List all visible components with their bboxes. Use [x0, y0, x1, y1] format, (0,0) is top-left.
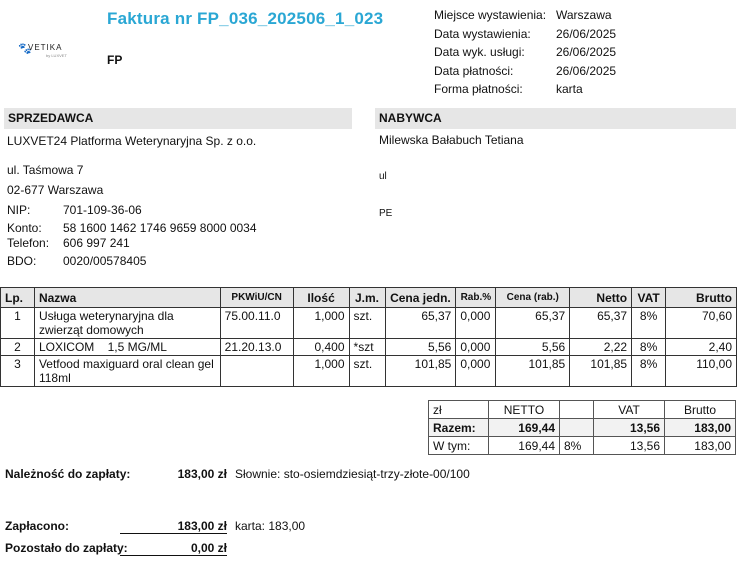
- cell-pkwiu: 75.00.11.0: [220, 308, 293, 339]
- items-table: [0, 287, 737, 387]
- summary-header-row: [429, 401, 736, 419]
- meta-value: karta: [556, 82, 583, 96]
- meta-row: [434, 27, 616, 46]
- cell-lp: 3: [1, 356, 35, 387]
- remaining-value: 0,00 zł: [120, 541, 227, 556]
- meta-value: 26/06/2025: [556, 63, 617, 78]
- seller-bdo-label: BDO:: [7, 254, 37, 268]
- summary-empty-cell: [560, 401, 594, 419]
- col-header-rabat: Rab.%: [456, 288, 496, 308]
- paid-note: karta: 183,00: [235, 519, 306, 533]
- cell-nazwa: LOXICOM 1,5 MG/ML: [34, 339, 220, 356]
- seller-nip-label: NIP:: [7, 203, 31, 217]
- cell-lp: 2: [1, 339, 35, 356]
- cell-netto: 65,37: [570, 308, 632, 339]
- cell-cena: 101,85: [385, 356, 456, 387]
- cell-vat: 8%: [632, 356, 666, 387]
- cell-vat: 8%: [632, 308, 666, 339]
- seller-bdo: 0020/00578405: [63, 254, 147, 268]
- cell-rabat: 0,000: [456, 356, 496, 387]
- seller-telefon-label: Telefon:: [7, 236, 50, 250]
- summary-rate-row: [429, 437, 736, 455]
- cell-brutto: 110,00: [666, 356, 737, 387]
- cell-jm: szt.: [349, 308, 385, 339]
- buyer-heading: NABYWCA: [375, 108, 736, 129]
- buyer-name: Milewska Bałabuch Tetiana: [379, 133, 524, 147]
- cell-cena: 65,37: [385, 308, 456, 339]
- amount-in-words: Słownie: sto-osiemdziesiąt-trzy-złote-00/100: [235, 467, 470, 481]
- seller-konto: 58 1600 1462 1746 9659 8000 0034: [63, 221, 257, 235]
- cell-vat: 8%: [632, 339, 666, 356]
- summary-razem-brutto: 183,00: [665, 419, 736, 437]
- table-row: [1, 339, 737, 356]
- seller-konto-label: Konto:: [7, 221, 42, 235]
- seller-city: 02-677 Warszawa: [7, 183, 104, 197]
- logo-text: VETIKA: [28, 43, 63, 52]
- meta-label: Data wystawienia:: [434, 26, 531, 41]
- cell-pkwiu: [220, 356, 293, 387]
- seller-name: LUXVET24 Platforma Weterynaryjna Sp. z o.o.: [7, 134, 257, 148]
- invoice-meta: [434, 8, 616, 101]
- cell-cena-rab: 101,85: [496, 356, 570, 387]
- cell-ilosc: 1,000: [293, 356, 349, 387]
- col-header-nazwa: Nazwa: [34, 288, 220, 308]
- paw-icon: 🐾: [18, 43, 32, 55]
- cell-cena-rab: 5,56: [496, 339, 570, 356]
- cell-lp: 1: [1, 308, 35, 339]
- meta-row: [434, 8, 616, 27]
- cell-nazwa: Vetfood maxiguard oral clean gel 118ml: [34, 356, 220, 387]
- meta-label: Forma płatności:: [434, 82, 523, 96]
- vat-summary-table: [428, 400, 736, 455]
- summary-wtym-netto: 169,44: [489, 437, 560, 455]
- summary-wtym-label: W tym:: [429, 437, 489, 455]
- summary-vat-header: VAT: [594, 401, 665, 419]
- cell-jm: *szt: [349, 339, 385, 356]
- col-header-netto: Netto: [570, 288, 632, 308]
- company-logo: [16, 41, 76, 61]
- col-header-cena: Cena jedn.: [385, 288, 456, 308]
- meta-value: Warszawa: [556, 8, 612, 22]
- cell-rabat: 0,000: [456, 339, 496, 356]
- cell-cena-rab: 65,37: [496, 308, 570, 339]
- items-header-row: [1, 288, 737, 308]
- summary-currency: zł: [429, 401, 489, 419]
- logo-subtext: by LUXVET: [46, 53, 67, 58]
- meta-label: Miejsce wystawienia:: [434, 8, 547, 22]
- meta-value: 26/06/2025: [556, 45, 617, 59]
- paid-label: Zapłacono:: [5, 519, 70, 533]
- summary-wtym-rate: 8%: [560, 437, 594, 455]
- summary-wtym-vat: 13,56: [594, 437, 665, 455]
- cell-pkwiu: 21.20.13.0: [220, 339, 293, 356]
- cell-netto: 2,22: [570, 339, 632, 356]
- meta-row: [434, 45, 616, 64]
- buyer-street: ul: [379, 171, 387, 182]
- summary-razem-label: Razem:: [429, 419, 489, 437]
- summary-empty-cell: [560, 419, 594, 437]
- summary-brutto-header: Brutto: [665, 401, 736, 419]
- meta-row: [434, 82, 616, 101]
- seller-telefon: 606 997 241: [63, 236, 130, 250]
- table-row: [1, 308, 737, 339]
- cell-brutto: 70,60: [666, 308, 737, 339]
- col-header-ilosc: Ilość: [293, 288, 349, 308]
- meta-value: 26/06/2025: [556, 26, 617, 41]
- cell-ilosc: 0,400: [293, 339, 349, 356]
- amount-due-label: Należność do zapłaty:: [5, 467, 131, 481]
- summary-razem-vat: 13,56: [594, 419, 665, 437]
- meta-label: Data płatności:: [434, 63, 514, 78]
- document-type: FP: [107, 53, 123, 67]
- summary-netto-header: NETTO: [489, 401, 560, 419]
- col-header-vat: VAT: [632, 288, 666, 308]
- seller-nip: 701-109-36-06: [63, 203, 142, 217]
- col-header-jm: J.m.: [349, 288, 385, 308]
- meta-row: [434, 64, 616, 83]
- col-header-pkwiu: PKWiU/CN: [220, 288, 293, 308]
- seller-street: ul. Taśmowa 7: [7, 163, 84, 177]
- cell-cena: 5,56: [385, 339, 456, 356]
- summary-wtym-brutto: 183,00: [665, 437, 736, 455]
- meta-label: Data wyk. usługi:: [434, 45, 525, 59]
- summary-total-row: [429, 419, 736, 437]
- cell-ilosc: 1,000: [293, 308, 349, 339]
- buyer-city: PE: [379, 208, 393, 219]
- table-row: [1, 356, 737, 387]
- cell-jm: szt.: [349, 356, 385, 387]
- remaining-label: Pozostało do zapłaty:: [5, 541, 128, 555]
- amount-due-value: 183,00 zł: [177, 467, 227, 481]
- cell-nazwa: Usługa weterynaryjna dla zwierząt domowych: [34, 308, 220, 339]
- cell-netto: 101,85: [570, 356, 632, 387]
- invoice-title: Faktura nr FP_036_202506_1_023: [107, 9, 384, 28]
- summary-razem-netto: 169,44: [489, 419, 560, 437]
- col-header-brutto: Brutto: [666, 288, 737, 308]
- paid-value: 183,00 zł: [120, 519, 227, 534]
- col-header-cena-rab: Cena (rab.): [496, 288, 570, 308]
- cell-rabat: 0,000: [456, 308, 496, 339]
- cell-brutto: 2,40: [666, 339, 737, 356]
- col-header-lp: Lp.: [1, 288, 35, 308]
- seller-heading: SPRZEDAWCA: [4, 108, 352, 129]
